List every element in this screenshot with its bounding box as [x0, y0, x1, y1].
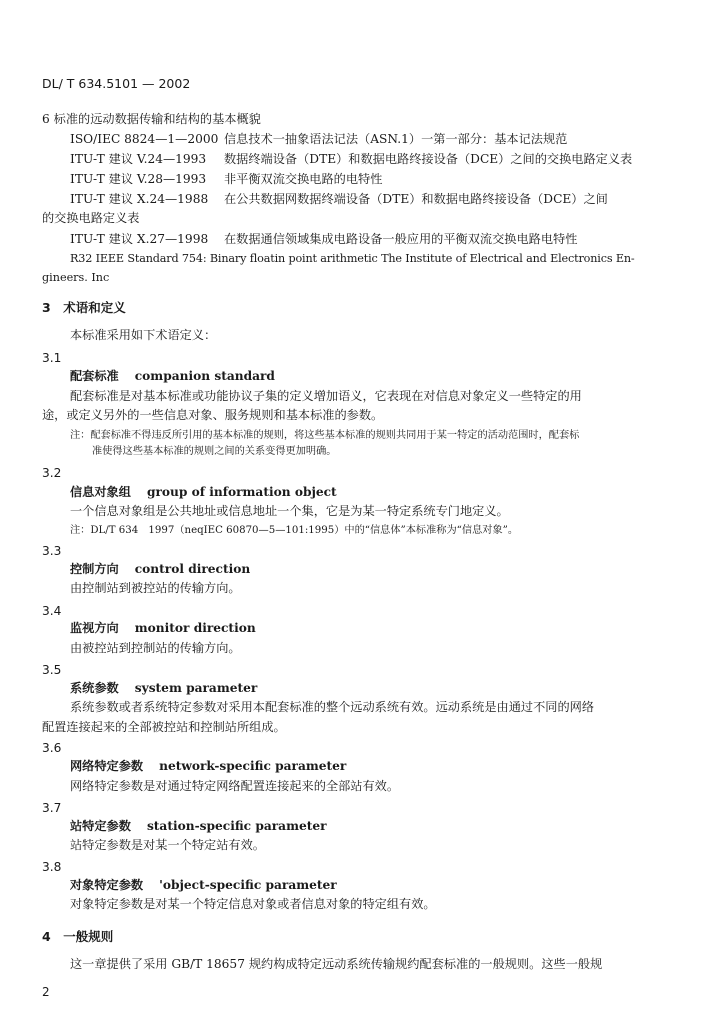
section-intro: 本标准采用如下术语定义：: [70, 328, 217, 342]
term-title: [70, 561, 250, 577]
term-chinese: 信息对象组: [70, 485, 131, 499]
term-number: 3.8: [42, 860, 62, 874]
term-number: 3.2: [42, 466, 62, 480]
term-definition: 由控制站到被控站的传输方向。: [70, 581, 241, 595]
term-number: 3.5: [42, 663, 62, 677]
term-english: monitor direction: [134, 621, 256, 635]
term-number: 3.4: [42, 604, 62, 618]
term-english: group of information object: [146, 485, 337, 499]
reference-title: 在公共数据网数据终端设备（DTE）和数据电路终接设备（DCE）之间: [224, 192, 608, 206]
term-note: 注：DL/T 634 1997（neqIEC 60870—5—101:1995）中的“信息体”本标准称为“信息对象”。: [70, 525, 519, 536]
term-chinese: 控制方向: [70, 562, 119, 576]
term-number: 3.6: [42, 741, 62, 755]
term-english: network-specific parameter: [159, 759, 347, 773]
term-chinese: 站特定参数: [70, 819, 131, 833]
reference-item: [70, 131, 567, 147]
term-english: control direction: [134, 562, 251, 576]
reference-code: ITU-T 建议 X.27—1998: [70, 232, 209, 246]
reference-code: ISO/IEC 8824—1—2000: [70, 132, 219, 146]
reference-item: [70, 151, 632, 167]
term-number: 3.3: [42, 544, 62, 558]
term-number: 3.7: [42, 801, 62, 815]
reference-r32-continuation: gineers. Inc: [42, 271, 110, 284]
term-note-continuation: 准使得这些基本标准的规则之间的关系变得更加明确。: [92, 446, 337, 457]
term-english: system parameter: [134, 681, 258, 695]
page-number: 2: [42, 985, 50, 999]
document-code: DL/ T 634.5101 — 2002: [42, 76, 191, 91]
term-title: [70, 758, 346, 774]
reference-title: 在数据通信领域集成电路设备一般应用的平衡双流交换电路电特性: [224, 232, 578, 246]
reference-item: [70, 231, 577, 247]
term-chinese: 网络特定参数: [70, 759, 144, 773]
term-chinese: 系统参数: [70, 681, 119, 695]
term-english: station-specific parameter: [146, 819, 327, 833]
section-body: 这一章提供了采用 GB/T 18657 规约构成特定远动系统传输规约配套标准的一般规则。这些一般规: [70, 957, 603, 971]
term-definition: 一个信息对象组是公共地址或信息地址一个集，它是为某一特定系统专门地定义。: [70, 504, 509, 518]
reference-code: ITU-T 建议 V.28—1993: [70, 172, 207, 186]
section-heading: 3 术语和定义: [42, 300, 126, 315]
reference-code: ITU-T 建议 X.24—1988: [70, 192, 209, 206]
term-chinese: 配套标准: [70, 369, 119, 383]
reference-continuation: 的交换电路定义表: [42, 211, 140, 225]
term-english: companion standard: [134, 369, 275, 383]
reference-title: 信息技术一抽象语法记法（ASN.1）一第一部分：基本记法规范: [224, 132, 568, 146]
reference-r32: R32 IEEE Standard 754: Binary floatin point arithmetic The Institute of Electrical and Electronics En-: [70, 252, 635, 265]
term-definition-continuation: 配置连接起来的全部被控站和控制站所组成。: [42, 720, 286, 734]
term-definition: 系统参数或者系统特定参数对采用本配套标准的整个远动系统有效。远动系统是由通过不同的网络: [70, 700, 595, 714]
reference-title: 数据终端设备（DTE）和数据电路终接设备（DCE）之间的交换电路定义表: [224, 152, 633, 166]
reference-item: [70, 171, 382, 187]
section-heading: 4 一般规则: [42, 929, 114, 944]
term-english: 'object-specific parameter: [159, 878, 337, 892]
term-title: [70, 680, 257, 696]
term-definition: 对象特定参数是对某一个特定信息对象或者信息对象的特定组有效。: [70, 897, 436, 911]
term-definition: 站特定参数是对某一个特定站有效。: [70, 838, 265, 852]
reference-title: 非平衡双流交换电路的电特性: [224, 172, 383, 186]
term-definition: 配套标准是对基本标准或功能协议子集的定义增加语义，它表现在对信息对象定义一些特定的用: [70, 389, 582, 403]
term-title: [70, 368, 275, 384]
term-number: 3.1: [42, 351, 62, 365]
reference-item: [70, 191, 608, 207]
term-title: [70, 877, 337, 893]
term-chinese: 对象特定参数: [70, 878, 144, 892]
term-title: [70, 484, 337, 500]
reference-code: ITU-T 建议 V.24—1993: [70, 152, 207, 166]
term-title: [70, 620, 256, 636]
term-title: [70, 818, 327, 834]
reference-intro: 6 标准的远动数据传输和结构的基本概貌: [42, 112, 261, 126]
term-definition: 由被控站到控制站的传输方向。: [70, 641, 241, 655]
term-note: 注：配套标准不得违反所引用的基本标准的规则，将这些基本标准的规则共同用于某一特定的活动范围时，配套标: [70, 430, 580, 441]
term-definition-continuation: 途，或定义另外的一些信息对象、服务规则和基本标准的参数。: [42, 408, 384, 422]
term-definition: 网络特定参数是对通过特定网络配置连接起来的全部站有效。: [70, 779, 400, 793]
term-chinese: 监视方向: [70, 621, 119, 635]
